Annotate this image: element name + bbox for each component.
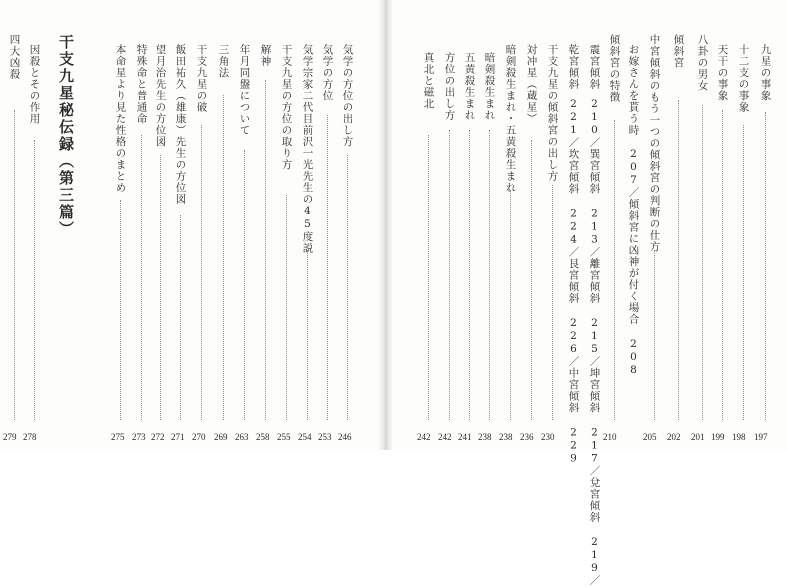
toc-page-number: 254 [298, 432, 312, 442]
toc-page-number: 238 [478, 432, 492, 442]
leader-dots [722, 110, 723, 420]
toc-entry-label: 対冲星（蔵星） [525, 44, 538, 125]
toc-page-number: 258 [256, 432, 270, 442]
leader-dots [265, 80, 266, 420]
toc-entry-label: 五黄殺生まれ [463, 52, 476, 121]
leader-dots [743, 125, 744, 420]
toc-page-number: 270 [192, 432, 206, 442]
leader-dots [14, 110, 15, 420]
toc-page-number: 253 [318, 432, 332, 442]
left-page [0, 0, 380, 450]
toc-page-number: 255 [277, 432, 291, 442]
leader-dots [160, 155, 161, 420]
leader-dots [120, 200, 121, 420]
toc-entry-label: 十二支の事象 [737, 44, 750, 113]
toc-page-number: 272 [151, 432, 165, 442]
leader-dots [327, 115, 328, 420]
toc-entry-label: 九星の事象 [759, 44, 772, 102]
toc-page-number: 273 [132, 432, 146, 442]
toc-entry-label: 三角法 [217, 44, 230, 79]
toc-page-number: 197 [754, 432, 768, 442]
toc-entry-label: 八卦の男女 [696, 34, 709, 92]
toc-page-number: 246 [338, 432, 352, 442]
toc-page-number: 230 [541, 432, 555, 442]
toc-page-number: 241 [458, 432, 472, 442]
toc-entry-label: 因殺とその作用 [28, 44, 41, 125]
toc-page-number: 201 [691, 432, 705, 442]
toc-entry-label: 気学の方位 [321, 44, 334, 102]
toc-page-number: 271 [171, 432, 185, 442]
toc-entry-label: 望月治先生の方位図 [154, 44, 167, 148]
toc-entry-continuation: 221／坎宮傾斜 224／艮宮傾斜 226／中宮傾斜 229 [567, 98, 580, 466]
leader-dots [765, 112, 766, 420]
toc-page-number: 269 [214, 432, 228, 442]
toc-page-number: 210 [603, 432, 617, 442]
toc-entry-label: 真北と磁北 [422, 52, 435, 110]
toc-entry-continuation: 210／巽宮傾斜 213／離宮傾斜 215／坤宮傾斜 217／兌宮傾斜 219／ [588, 98, 601, 587]
toc-page-number: 198 [732, 432, 746, 442]
toc-entry-label: 傾斜宮の特徴 [608, 34, 621, 103]
toc-entry-label: 解神 [259, 44, 272, 67]
toc-page-number: 242 [438, 432, 452, 442]
toc-entry-label: 干支九星の破 [195, 44, 208, 113]
toc-page-number: 199 [711, 432, 725, 442]
toc-entry-continuation: 207／傾斜宮に凶神が付く場合 208 [627, 148, 640, 377]
leader-dots [223, 95, 224, 420]
leader-dots [552, 185, 553, 420]
right-page [392, 0, 787, 587]
leader-dots [428, 135, 429, 420]
toc-page-number: 236 [520, 432, 534, 442]
leader-dots [654, 250, 655, 420]
toc-entry-label: 気学の方位の出し方 [341, 44, 354, 148]
toc-entry-label: 干支九星の方位の取り方 [280, 44, 293, 171]
leader-dots [531, 140, 532, 420]
toc-entry-label: 本命星より見た性格のまとめ [114, 44, 127, 194]
toc-entry-label: 中宮傾斜のもう一つの傾斜宮の判断の仕方 [648, 34, 661, 253]
toc-entry-label: 方位の出し方 [443, 52, 456, 121]
leader-dots [180, 215, 181, 420]
toc-entry-label: 天干の事象 [716, 44, 729, 102]
toc-page-number: 238 [499, 432, 513, 442]
leader-dots [469, 130, 470, 420]
toc-page-number: 242 [417, 432, 431, 442]
toc-page-number: 202 [667, 432, 681, 442]
toc-entry-label: 干支九星の傾斜宮の出し方 [546, 44, 559, 182]
toc-page-number: 278 [23, 432, 37, 442]
leader-dots [307, 250, 308, 420]
leader-dots [244, 150, 245, 420]
leader-dots [141, 135, 142, 420]
toc-entry-label: 暗剣殺生まれ・五黄殺生まれ [504, 44, 517, 194]
toc-entry-label: 年月同盤について [238, 44, 251, 136]
toc-entry-label: 四大凶殺 [8, 34, 21, 80]
section-title: 干支九星秘伝録（第三篇） [57, 34, 75, 238]
toc-entry-label: 暗剣殺生まれ [483, 52, 496, 121]
toc-entry-label: 震宮傾斜 [588, 44, 601, 90]
toc-page-number: 275 [111, 432, 125, 442]
leader-dots [286, 195, 287, 420]
leader-dots [702, 105, 703, 420]
leader-dots [201, 125, 202, 420]
toc-entry-label: 気学宗家二代目前沢一光先生の45度説 [301, 44, 314, 254]
leader-dots [34, 140, 35, 420]
leader-dots [614, 120, 615, 420]
leader-dots [449, 130, 450, 420]
toc-entry-label: 傾斜宮 [672, 34, 685, 69]
toc-page-number: 205 [643, 432, 657, 442]
leader-dots [678, 100, 679, 420]
toc-entry-label: 特殊命と普通命 [135, 44, 148, 125]
leader-dots [489, 130, 490, 420]
toc-entry-label: お嫁さんを貰う時 [627, 44, 640, 136]
toc-page-number: 279 [3, 432, 17, 442]
leader-dots [347, 155, 348, 420]
toc-page-number: 263 [235, 432, 249, 442]
leader-dots [510, 190, 511, 420]
toc-entry-label: 乾宮傾斜 [567, 44, 580, 90]
toc-entry-label: 飯田祐久（雄康）先生の方位図 [174, 44, 187, 205]
